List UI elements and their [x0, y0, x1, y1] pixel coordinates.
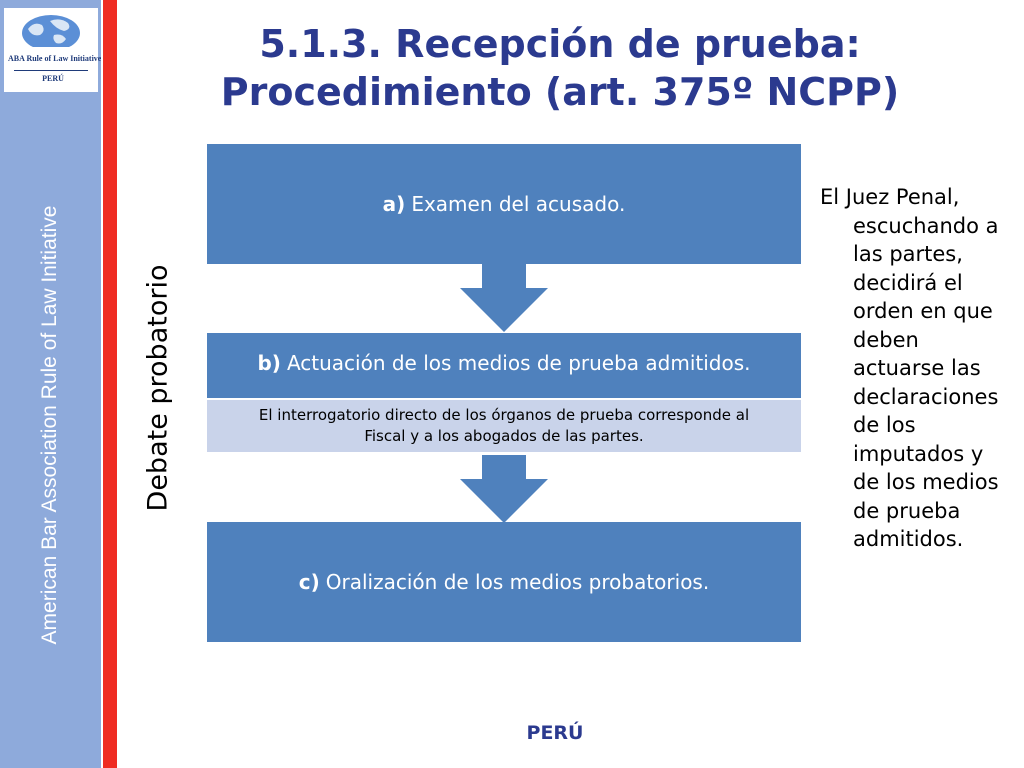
sidebar-red-stripe [103, 0, 117, 768]
globe-icon [20, 11, 82, 51]
sidebar [0, 0, 103, 768]
step-c-box [207, 522, 801, 642]
logo-country-text: PERÚ [42, 74, 64, 83]
note-text: El interrogatorio directo de los órganos de prueba corresponde al Fiscal y a los abogados de las partes. [258, 406, 750, 445]
logo-org-text: ABA Rule of Law Initiative [8, 54, 102, 63]
judge-text: El Juez Penal, escuchando a las partes, decidirá el orden en que deben actuarse las declaraciones de los imputados y de los medios de prueba admitidos. [820, 185, 999, 551]
step-c-text: Oralización de los medios probatorios. [325, 570, 710, 594]
aba-logo [4, 8, 102, 92]
slide-title [140, 20, 980, 116]
step-a-box [207, 144, 801, 264]
step-a-text: Examen del acusado. [411, 192, 626, 216]
step-c-prefix: c) [298, 570, 320, 594]
title-line-1: 5.1.3. Recepción de prueba: [259, 22, 861, 66]
down-arrow-icon [460, 264, 548, 332]
interrogation-note [205, 398, 803, 454]
vertical-org-text: American Bar Association Rule of Law Initiative [38, 205, 61, 645]
step-a-prefix: a) [382, 192, 406, 216]
title-line-2: Procedimiento (art. 375º NCPP) [220, 70, 900, 114]
step-b-text: Actuación de los medios de prueba admitidos. [286, 351, 751, 375]
step-b-prefix: b) [257, 351, 281, 375]
footer-country: PERÚ [526, 722, 584, 744]
down-arrow-icon [460, 455, 548, 523]
debate-label-text: Debate probatorio [142, 264, 174, 512]
logo-divider [14, 70, 88, 71]
